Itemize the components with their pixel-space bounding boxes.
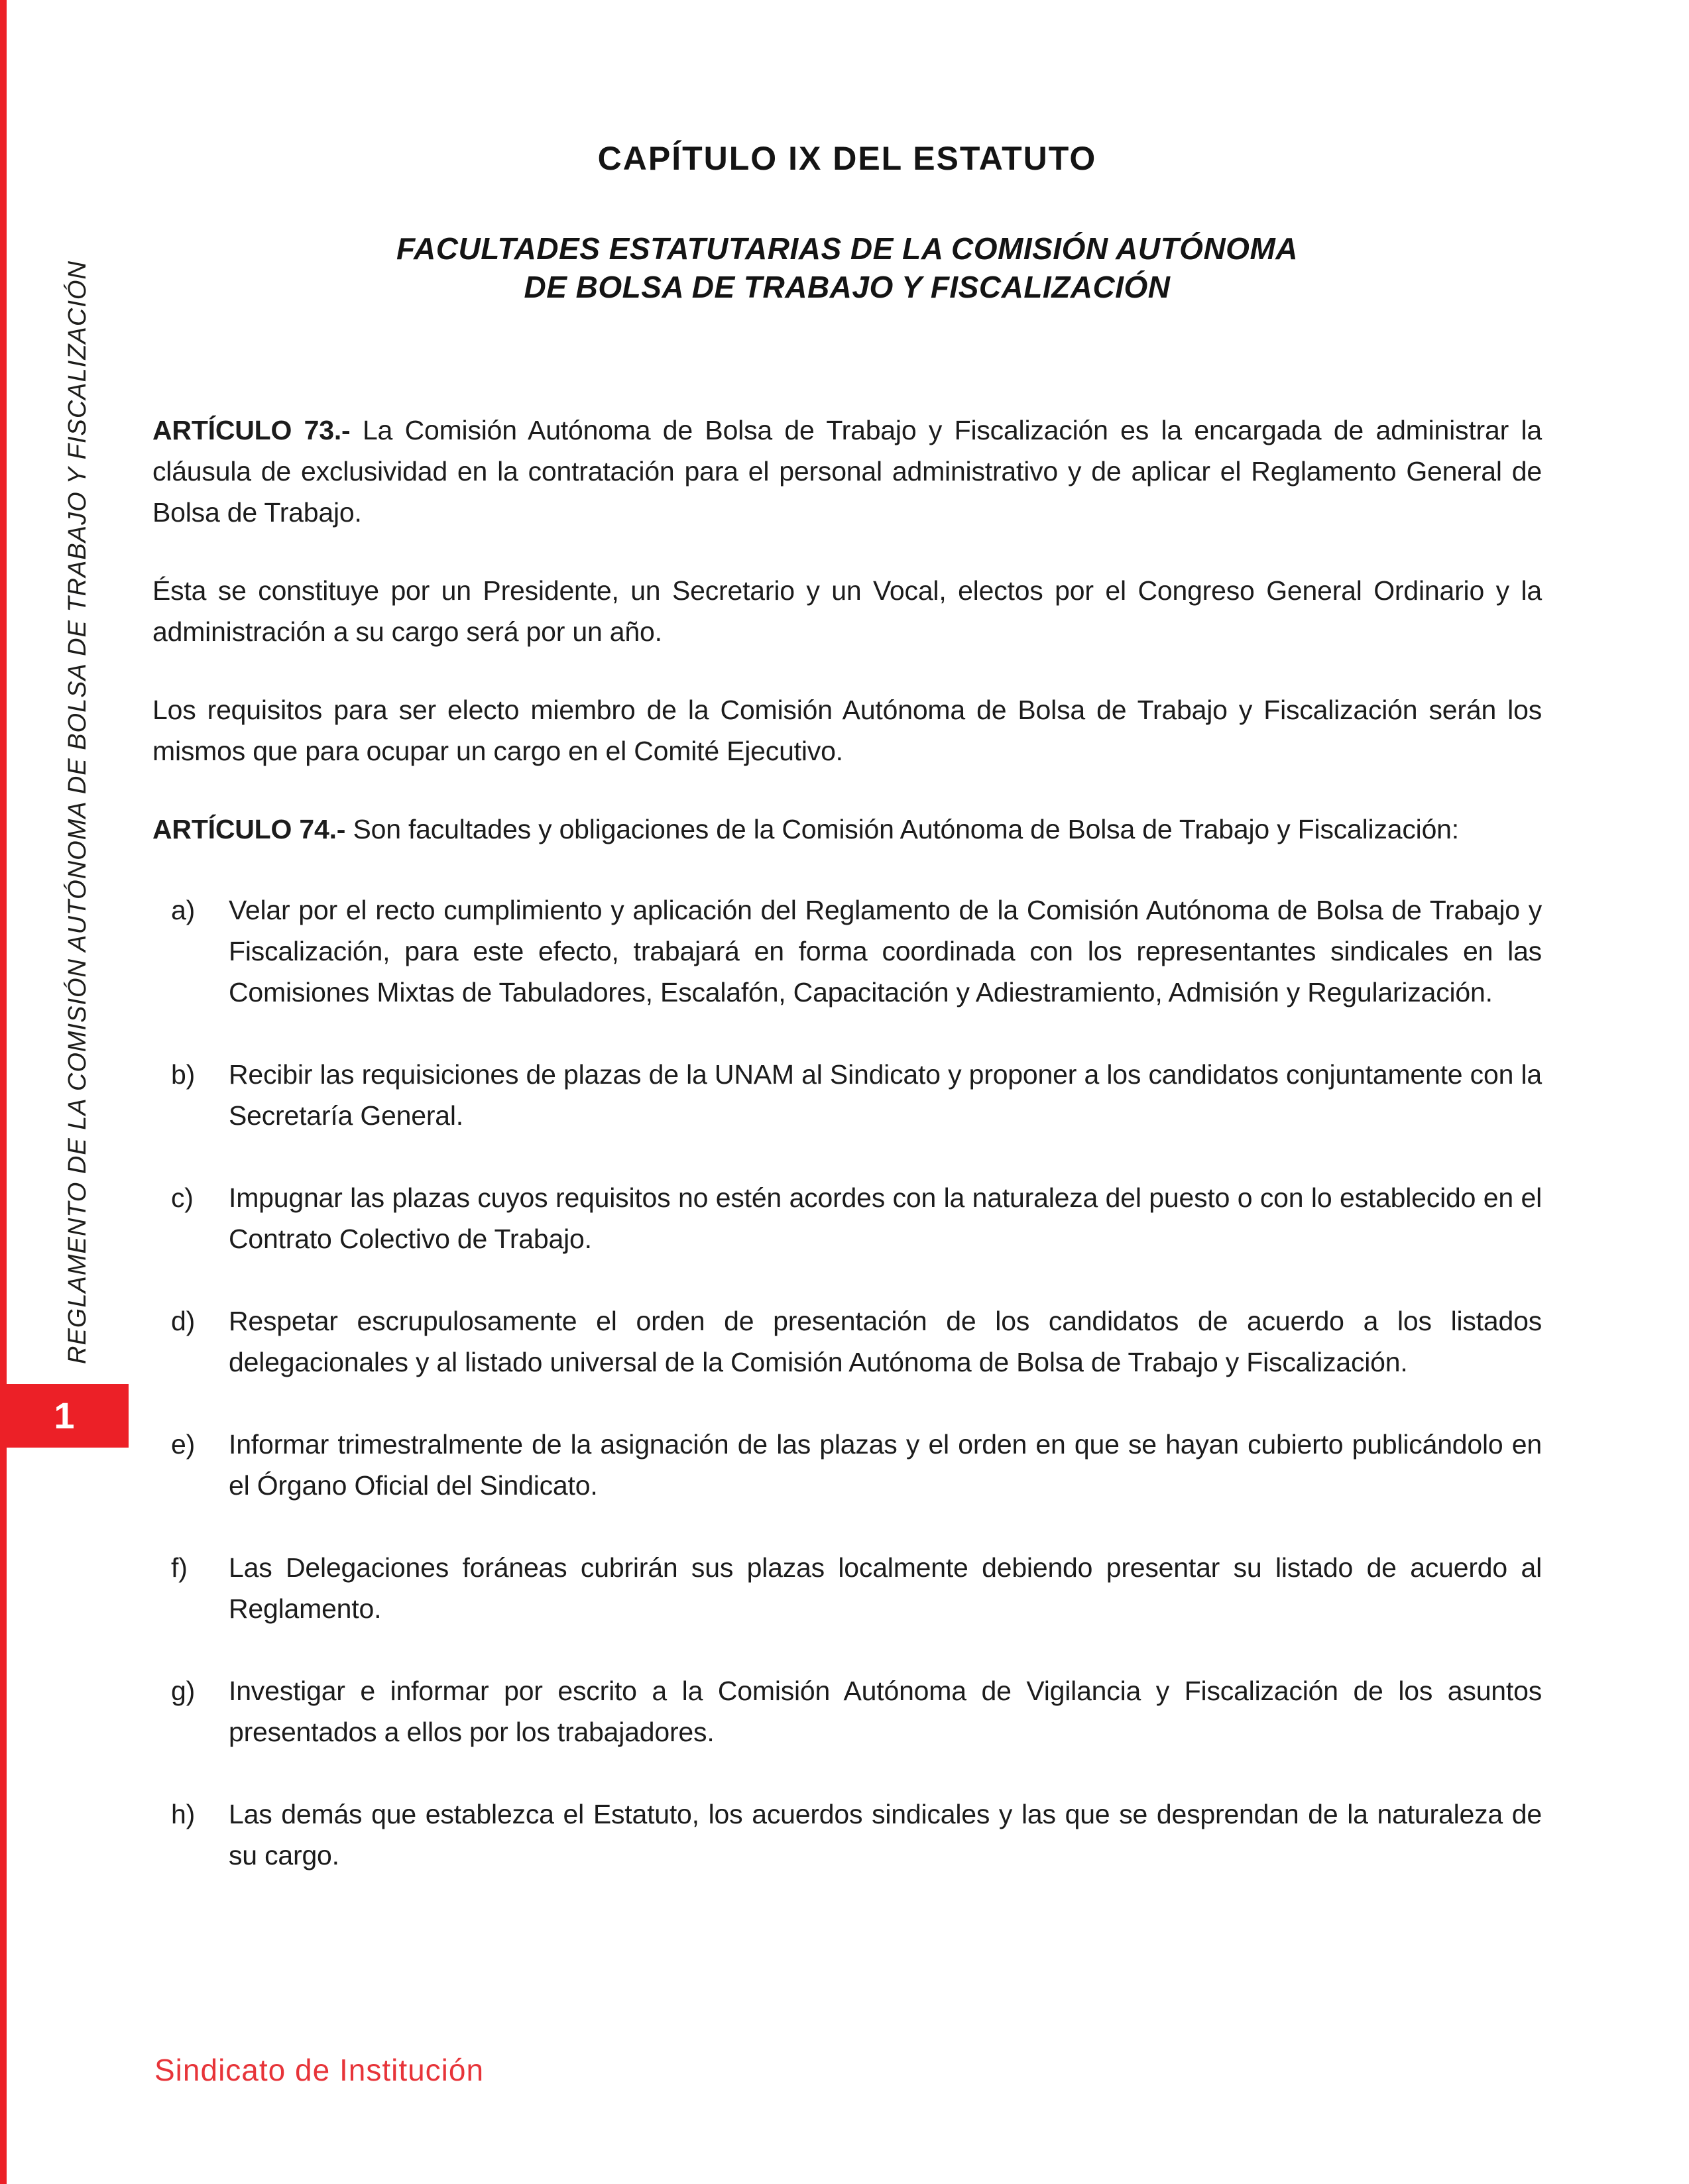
list-item-text: Investigar e informar por escrito a la Comisión Autónoma de Vigilancia y Fiscalización de los asuntos presentados a ellos por los trabajadores.: [229, 1676, 1542, 1747]
list-item: [152, 1424, 1542, 1506]
article-74-paragraph: [152, 809, 1542, 850]
list-item-marker: h): [171, 1799, 196, 1829]
list-item-marker: f): [171, 1552, 188, 1583]
paragraph-constitution: Ésta se constituye por un Presidente, un Secretario y un Vocal, electos por el Congreso General Ordinario y la administración a su cargo será por un año.: [152, 575, 1542, 647]
list-item-text: Impugnar las plazas cuyos requisitos no estén acordes con la naturaleza del puesto o con lo establecido en el Contrato Colectivo de Trabajo.: [229, 1182, 1542, 1254]
list-item: [152, 1547, 1542, 1629]
list-item: [152, 1794, 1542, 1876]
list-item-marker: d): [171, 1306, 196, 1336]
list-item: [152, 1670, 1542, 1753]
list-item-text: Las Delegaciones foráneas cubrirán sus plazas localmente debiendo presentar su listado de acuerdo al Reglamento.: [229, 1552, 1542, 1624]
list-item: [152, 890, 1542, 1013]
list-item: [152, 1300, 1542, 1383]
sidebar-vertical-title: REGLAMENTO DE LA COMISIÓN AUTÓNOMA DE BOLSA DE TRABAJO Y FISCALIZACIÓN: [64, 260, 91, 1364]
list-item-text: Informar trimestralmente de la asignación de las plazas y el orden en que se hayan cubierto publicándolo en el Órgano Oficial del Sindicato.: [229, 1429, 1542, 1501]
list-item-text: Respetar escrupulosamente el orden de presentación de los candidatos de acuerdo a los listados delegacionales y al listado universal de la Comisión Autónoma de Bolsa de Trabajo y Fiscalización.: [229, 1306, 1542, 1377]
chapter-subtitle-line-2: DE BOLSA DE TRABAJO Y FISCALIZACIÓN: [524, 270, 1171, 304]
article-73-label: ARTÍCULO 73.-: [152, 415, 351, 445]
article-73-text: La Comisión Autónoma de Bolsa de Trabajo y Fiscalización es la encargada de administrar la cláusula de exclusividad en la contratación para el personal administrativo y de aplicar el Reglamento General de Bolsa de Trabajo.: [152, 415, 1542, 528]
page-number-badge: [0, 1384, 129, 1448]
chapter-title: CAPÍTULO IX DEL ESTATUTO: [597, 140, 1097, 177]
article-74-label: ARTÍCULO 74.-: [152, 814, 346, 844]
article-74-text: Son facultades y obligaciones de la Comisión Autónoma de Bolsa de Trabajo y Fiscalización:: [345, 814, 1459, 844]
article-73-paragraph: [152, 410, 1542, 533]
list-item-text: Recibir las requisiciones de plazas de la UNAM al Sindicato y proponer a los candidatos conjuntamente con la Secretaría General.: [229, 1059, 1542, 1131]
footer-brand: Sindicato de Institución: [154, 2053, 485, 2087]
paragraph-requirements: Los requisitos para ser electo miembro de la Comisión Autónoma de Bolsa de Trabajo y Fiscalización serán los mismos que para ocupar un cargo en el Comité Ejecutivo.: [152, 695, 1542, 766]
page-number: 1: [54, 1395, 75, 1436]
list-item-marker: c): [171, 1182, 194, 1213]
chapter-subtitle-line-1: FACULTADES ESTATUTARIAS DE LA COMISIÓN AUTÓNOMA: [396, 231, 1298, 266]
chapter-subtitle: [152, 229, 1542, 306]
list-item-marker: g): [171, 1676, 196, 1706]
list-item: [152, 1177, 1542, 1259]
list-item-marker: b): [171, 1059, 196, 1090]
list-item: [152, 1054, 1542, 1136]
list-item-text: Las demás que establezca el Estatuto, los acuerdos sindicales y las que se desprendan de la naturaleza de su cargo.: [229, 1799, 1542, 1870]
list-item-text: Velar por el recto cumplimiento y aplicación del Reglamento de la Comisión Autónoma de Bolsa de Trabajo y Fiscalización, para este efecto, trabajará en forma coordinada con los representantes sindicales en las Comisiones Mixtas de Tabuladores, Escalafón, Capacitación y Adiestramiento, Admisión y Regularización.: [229, 895, 1542, 1007]
faculties-list: [152, 890, 1542, 1876]
list-item-marker: a): [171, 895, 196, 925]
left-accent-bar: [0, 0, 7, 2184]
list-item-marker: e): [171, 1429, 196, 1460]
document-content: [152, 139, 1542, 1876]
